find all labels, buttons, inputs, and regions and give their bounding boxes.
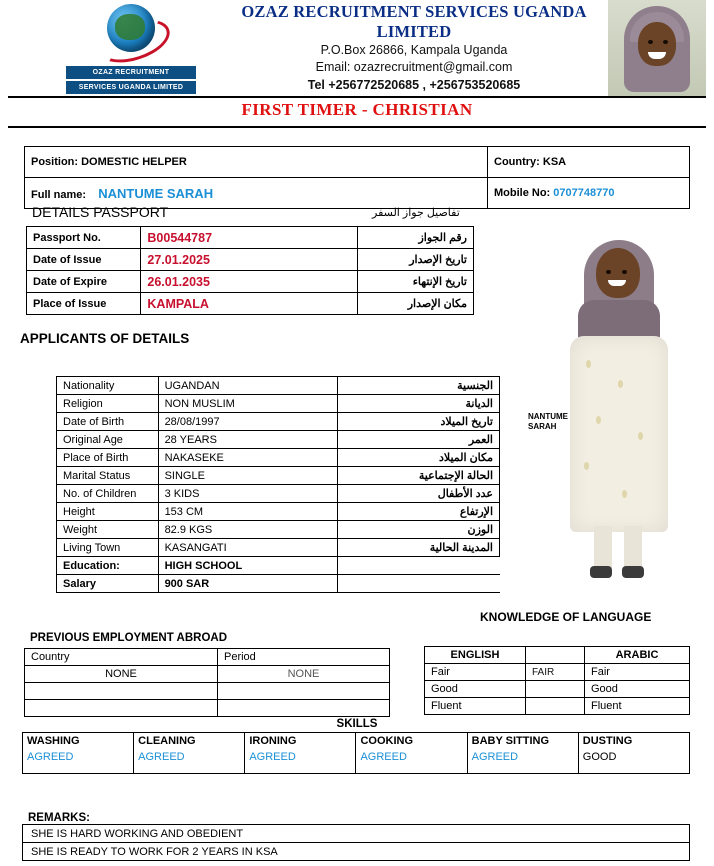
skill-name: CLEANING: [138, 735, 196, 747]
table-row: [57, 431, 500, 449]
detail-label-arabic: عدد الأطفال: [338, 485, 500, 503]
table-row: [57, 467, 500, 485]
detail-label: Nationality: [57, 377, 159, 395]
table-row: [57, 503, 500, 521]
table-row: [57, 539, 500, 557]
table-row: [23, 733, 690, 774]
fullname-label: Full name:: [31, 188, 87, 201]
company-address: P.O.Box 26866, Kampala Uganda: [320, 43, 508, 57]
detail-label: Place of Birth: [57, 449, 159, 467]
mobile-label: Mobile No:: [494, 187, 551, 199]
globe-icon: [97, 2, 165, 64]
skill-cell-cooking: [356, 733, 467, 774]
english-selected-value: FAIR: [526, 664, 585, 681]
title-divider: [8, 126, 706, 128]
table-row: [25, 683, 390, 700]
logo-band-top: OZAZ RECRUITMENT: [66, 66, 196, 79]
english-level-fair[interactable]: Fair: [425, 664, 526, 681]
table-row: [57, 557, 500, 575]
detail-label-arabic: مكان الميلاد: [338, 449, 500, 467]
table-row: [425, 664, 690, 681]
detail-value: 28/08/1997: [158, 413, 338, 431]
skill-value: AGREED: [27, 751, 74, 763]
table-row: [425, 647, 690, 664]
language-section-title: KNOWLEDGE OF LANGUAGE: [480, 610, 652, 624]
detail-label: Date of Birth: [57, 413, 159, 431]
table-row: [25, 147, 690, 178]
skill-name: BABY SITTING: [471, 735, 550, 747]
applicants-details-heading: APPLICANTS OF DETAILS: [20, 331, 190, 346]
detail-label: Religion: [57, 395, 159, 413]
skills-table: [22, 732, 690, 774]
passport-table: [26, 226, 474, 315]
english-level-good[interactable]: Good: [425, 681, 526, 698]
detail-value: SINGLE: [158, 467, 338, 485]
detail-label-arabic: تاريخ الميلاد: [338, 413, 500, 431]
passport-label-arabic: تاريخ الإصدار: [357, 249, 473, 271]
detail-label-arabic: [338, 575, 500, 593]
photo-caption: NANTUME SARAH: [528, 412, 568, 431]
previous-employment-table: [24, 648, 390, 717]
detail-value: 82.9 KGS: [158, 521, 338, 539]
table-row: [57, 377, 500, 395]
skill-name: COOKING: [360, 735, 414, 747]
skill-value: GOOD: [582, 751, 617, 763]
detail-label: Original Age: [57, 431, 159, 449]
previous-employment-title: PREVIOUS EMPLOYMENT ABROAD: [30, 632, 228, 644]
detail-label-arabic: الحالة الإجتماعية: [338, 467, 500, 485]
passport-label-arabic: تاريخ الإنتهاء: [357, 271, 473, 293]
skill-value: AGREED: [138, 751, 185, 763]
detail-value: HIGH SCHOOL: [158, 557, 338, 575]
applicant-details-table: [56, 376, 500, 593]
table-row: [25, 649, 390, 666]
skills-title: SKILLS: [336, 718, 378, 730]
skill-cell-ironing: [245, 733, 356, 774]
prev-period-value: [218, 683, 390, 700]
english-level-fluent[interactable]: Fluent: [425, 698, 526, 715]
table-row: [57, 449, 500, 467]
col-country: Country: [25, 649, 218, 666]
remark-line: SHE IS HARD WORKING AND OBEDIENT: [23, 825, 690, 843]
top-info-table: [24, 146, 690, 209]
prev-period-value: [218, 700, 390, 717]
skill-cell-washing: [23, 733, 134, 774]
arabic-header: ARABIC: [585, 647, 690, 664]
detail-label-arabic: المدينة الحالية: [338, 539, 500, 557]
prev-period-value: NONE: [218, 666, 390, 683]
detail-value: NON MUSLIM: [158, 395, 338, 413]
mobile-value: 0707748770: [553, 187, 615, 199]
table-row: [27, 271, 474, 293]
fullname-value: NANTUME SARAH: [98, 185, 214, 201]
detail-label-arabic: العمر: [338, 431, 500, 449]
detail-value: KASANGATI: [158, 539, 338, 557]
skill-name: WASHING: [27, 735, 80, 747]
skill-cell-dusting: [578, 733, 689, 774]
detail-value: NAKASEKE: [158, 449, 338, 467]
col-period: Period: [218, 649, 390, 666]
document-title: FIRST TIMER - CHRISTIAN: [241, 100, 473, 119]
company-block: [204, 2, 624, 94]
passport-label-arabic: مكان الإصدار: [357, 293, 473, 315]
language-table: [424, 646, 690, 715]
table-row: [25, 666, 390, 683]
applicant-headshot: [608, 0, 706, 96]
english-header: ENGLISH: [425, 647, 526, 664]
detail-label: Weight: [57, 521, 159, 539]
passport-heading-arabic: تفاصيل جواز السفر: [372, 207, 460, 219]
passport-label: Date of Issue: [27, 249, 141, 271]
arabic-level-good[interactable]: Good: [585, 681, 690, 698]
detail-value: 153 CM: [158, 503, 338, 521]
passport-heading: DETAILS PASSPORT: [32, 204, 169, 220]
table-row: [57, 485, 500, 503]
detail-label: Living Town: [57, 539, 159, 557]
detail-label: Education:: [57, 557, 159, 575]
prev-country-value: NONE: [25, 666, 218, 683]
remark-line: SHE IS READY TO WORK FOR 2 YEARS IN KSA: [23, 843, 690, 861]
company-telephone: Tel +256772520685 , +256753520685: [307, 78, 521, 92]
table-row: [27, 249, 474, 271]
prev-country-value: [25, 683, 218, 700]
prev-country-value: [25, 700, 218, 717]
table-row: [23, 825, 690, 843]
remarks-table: [22, 824, 690, 861]
passport-value: 26.01.2035: [141, 271, 357, 293]
table-row: [57, 521, 500, 539]
detail-label-arabic: الإرتفاع: [338, 503, 500, 521]
arabic-level-fair[interactable]: Fair: [585, 664, 690, 681]
position-cell: Position: DOMESTIC HELPER: [25, 147, 488, 178]
detail-label-arabic: الوزن: [338, 521, 500, 539]
detail-label: Height: [57, 503, 159, 521]
company-name: OZAZ RECRUITMENT SERVICES UGANDA LIMITED: [241, 2, 587, 41]
detail-label-arabic: الجنسية: [338, 377, 500, 395]
table-row: [57, 395, 500, 413]
document-header: [8, 0, 706, 98]
skill-cell-cleaning: [134, 733, 245, 774]
mobile-cell: [488, 178, 690, 209]
detail-value: 3 KIDS: [158, 485, 338, 503]
passport-value: KAMPALA: [141, 293, 357, 315]
passport-value: 27.01.2025: [141, 249, 357, 271]
table-row: [23, 843, 690, 861]
detail-value: UGANDAN: [158, 377, 338, 395]
table-row: [57, 413, 500, 431]
passport-label: Date of Expire: [27, 271, 141, 293]
remarks-title: REMARKS:: [28, 812, 90, 824]
arabic-level-fluent[interactable]: Fluent: [585, 698, 690, 715]
skill-cell-baby-sitting: [467, 733, 578, 774]
logo-band-bottom: SERVICES UGANDA LIMITED: [66, 81, 196, 94]
country-cell: Country: KSA: [488, 147, 690, 178]
skill-name: IRONING: [249, 735, 297, 747]
detail-value: 28 YEARS: [158, 431, 338, 449]
detail-label: Salary: [57, 575, 159, 593]
table-row: [57, 575, 500, 593]
passport-label: Passport No.: [27, 227, 141, 249]
detail-value: 900 SAR: [158, 575, 338, 593]
passport-value: B00544787: [141, 227, 357, 249]
detail-label-arabic: [338, 557, 500, 575]
detail-label: Marital Status: [57, 467, 159, 485]
table-row: [27, 227, 474, 249]
company-email: Email: ozazrecruitment@gmail.com: [315, 60, 513, 74]
table-row: [425, 681, 690, 698]
skill-value: AGREED: [360, 751, 407, 763]
skill-name: DUSTING: [582, 735, 633, 747]
skill-value: AGREED: [471, 751, 519, 763]
passport-label: Place of Issue: [27, 293, 141, 315]
passport-label-arabic: رقم الجواز: [357, 227, 473, 249]
detail-label: No. of Children: [57, 485, 159, 503]
detail-label-arabic: الديانة: [338, 395, 500, 413]
table-row: [27, 293, 474, 315]
skill-value: AGREED: [249, 751, 296, 763]
table-row: [425, 698, 690, 715]
company-logo: [66, 2, 196, 90]
table-row: [25, 700, 390, 717]
